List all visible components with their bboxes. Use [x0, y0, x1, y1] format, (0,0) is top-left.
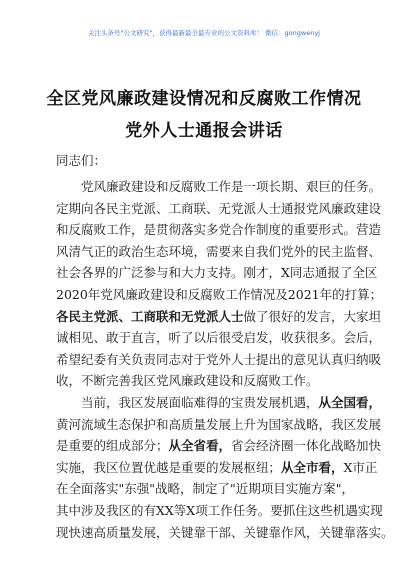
paragraph-2-line-1: 当前，我区发展面临难得的宝贵发展机遇，从全国看，	[56, 395, 382, 410]
paragraph-2-line-7: 现快速高质量发展，关键靠干部、关键靠作风，关键靠落实。	[56, 524, 394, 540]
paragraph-1-line-4: 风清气正的政治生态环境，需要来自我们党外的民主监督、	[56, 243, 382, 259]
paragraph-1-line-1: 党风廉政建设和反腐败工作是一项长期、艰巨的任务。	[56, 179, 382, 194]
paragraph-1-line-10: 收，不断完善我区党风廉政建设和反腐败工作。	[56, 373, 319, 389]
paragraph-1-line-3: 和反腐败工作，是贯彻落实多党合作制度的重要形式。营造	[56, 222, 382, 238]
paragraph-1-line-5: 社会各界的广泛参与和大力支持。刚才，X同志通报了全区	[56, 265, 378, 281]
paragraph-2-line-6: 其中涉及我区的有XX等X项工作任务。要抓住这些机遇实现	[56, 502, 383, 518]
paragraph-2-line-5: 在全面落实"东强"战略，制定了"近期项目实施方案"，	[56, 481, 354, 497]
paragraph-2-line-2: 黄河流域生态保护和高质量发展上升为国家战略，我区发展	[56, 416, 382, 432]
greeting: 同志们：	[56, 153, 107, 168]
paragraph-1-line-6: 2020年党风廉政建设和反腐败工作情况及2021年的打算；	[56, 286, 383, 302]
document-title-line-2: 党外人士通报会讲话	[125, 121, 283, 141]
document-title-line-1: 全区党风廉政建设情况和反腐败工作情况	[46, 89, 362, 109]
paragraph-2-line-4: 实施，我区位置优越是重要的发展枢纽；从全市看，X市正	[56, 459, 378, 475]
paragraph-1-line-9: 希望纪委有关负责同志对于党外人士提出的意见认真归纳吸	[56, 351, 382, 367]
paragraph-1-line-2: 定期向各民主党派、工商联、无党派人士通报党风廉政建设	[56, 200, 382, 216]
paragraph-2	[56, 392, 394, 543]
paragraph-2-line-3: 是重要的组成部分；从全省看，省会经济圈一体化战略加快	[56, 438, 382, 454]
header-banner: 关注头条号"公文研究"，获得最新最全最专业的公文资料库！ 微信：gongwenyj	[88, 29, 320, 37]
paragraph-1-line-7: 各民主党派、工商联和无党派人士做了很好的发言，大家坦	[56, 308, 382, 324]
paragraph-1	[56, 176, 383, 392]
paragraph-1-line-8: 诚相见、敢于直言，听了以后很受启发，收获很多。会后，	[56, 330, 382, 346]
